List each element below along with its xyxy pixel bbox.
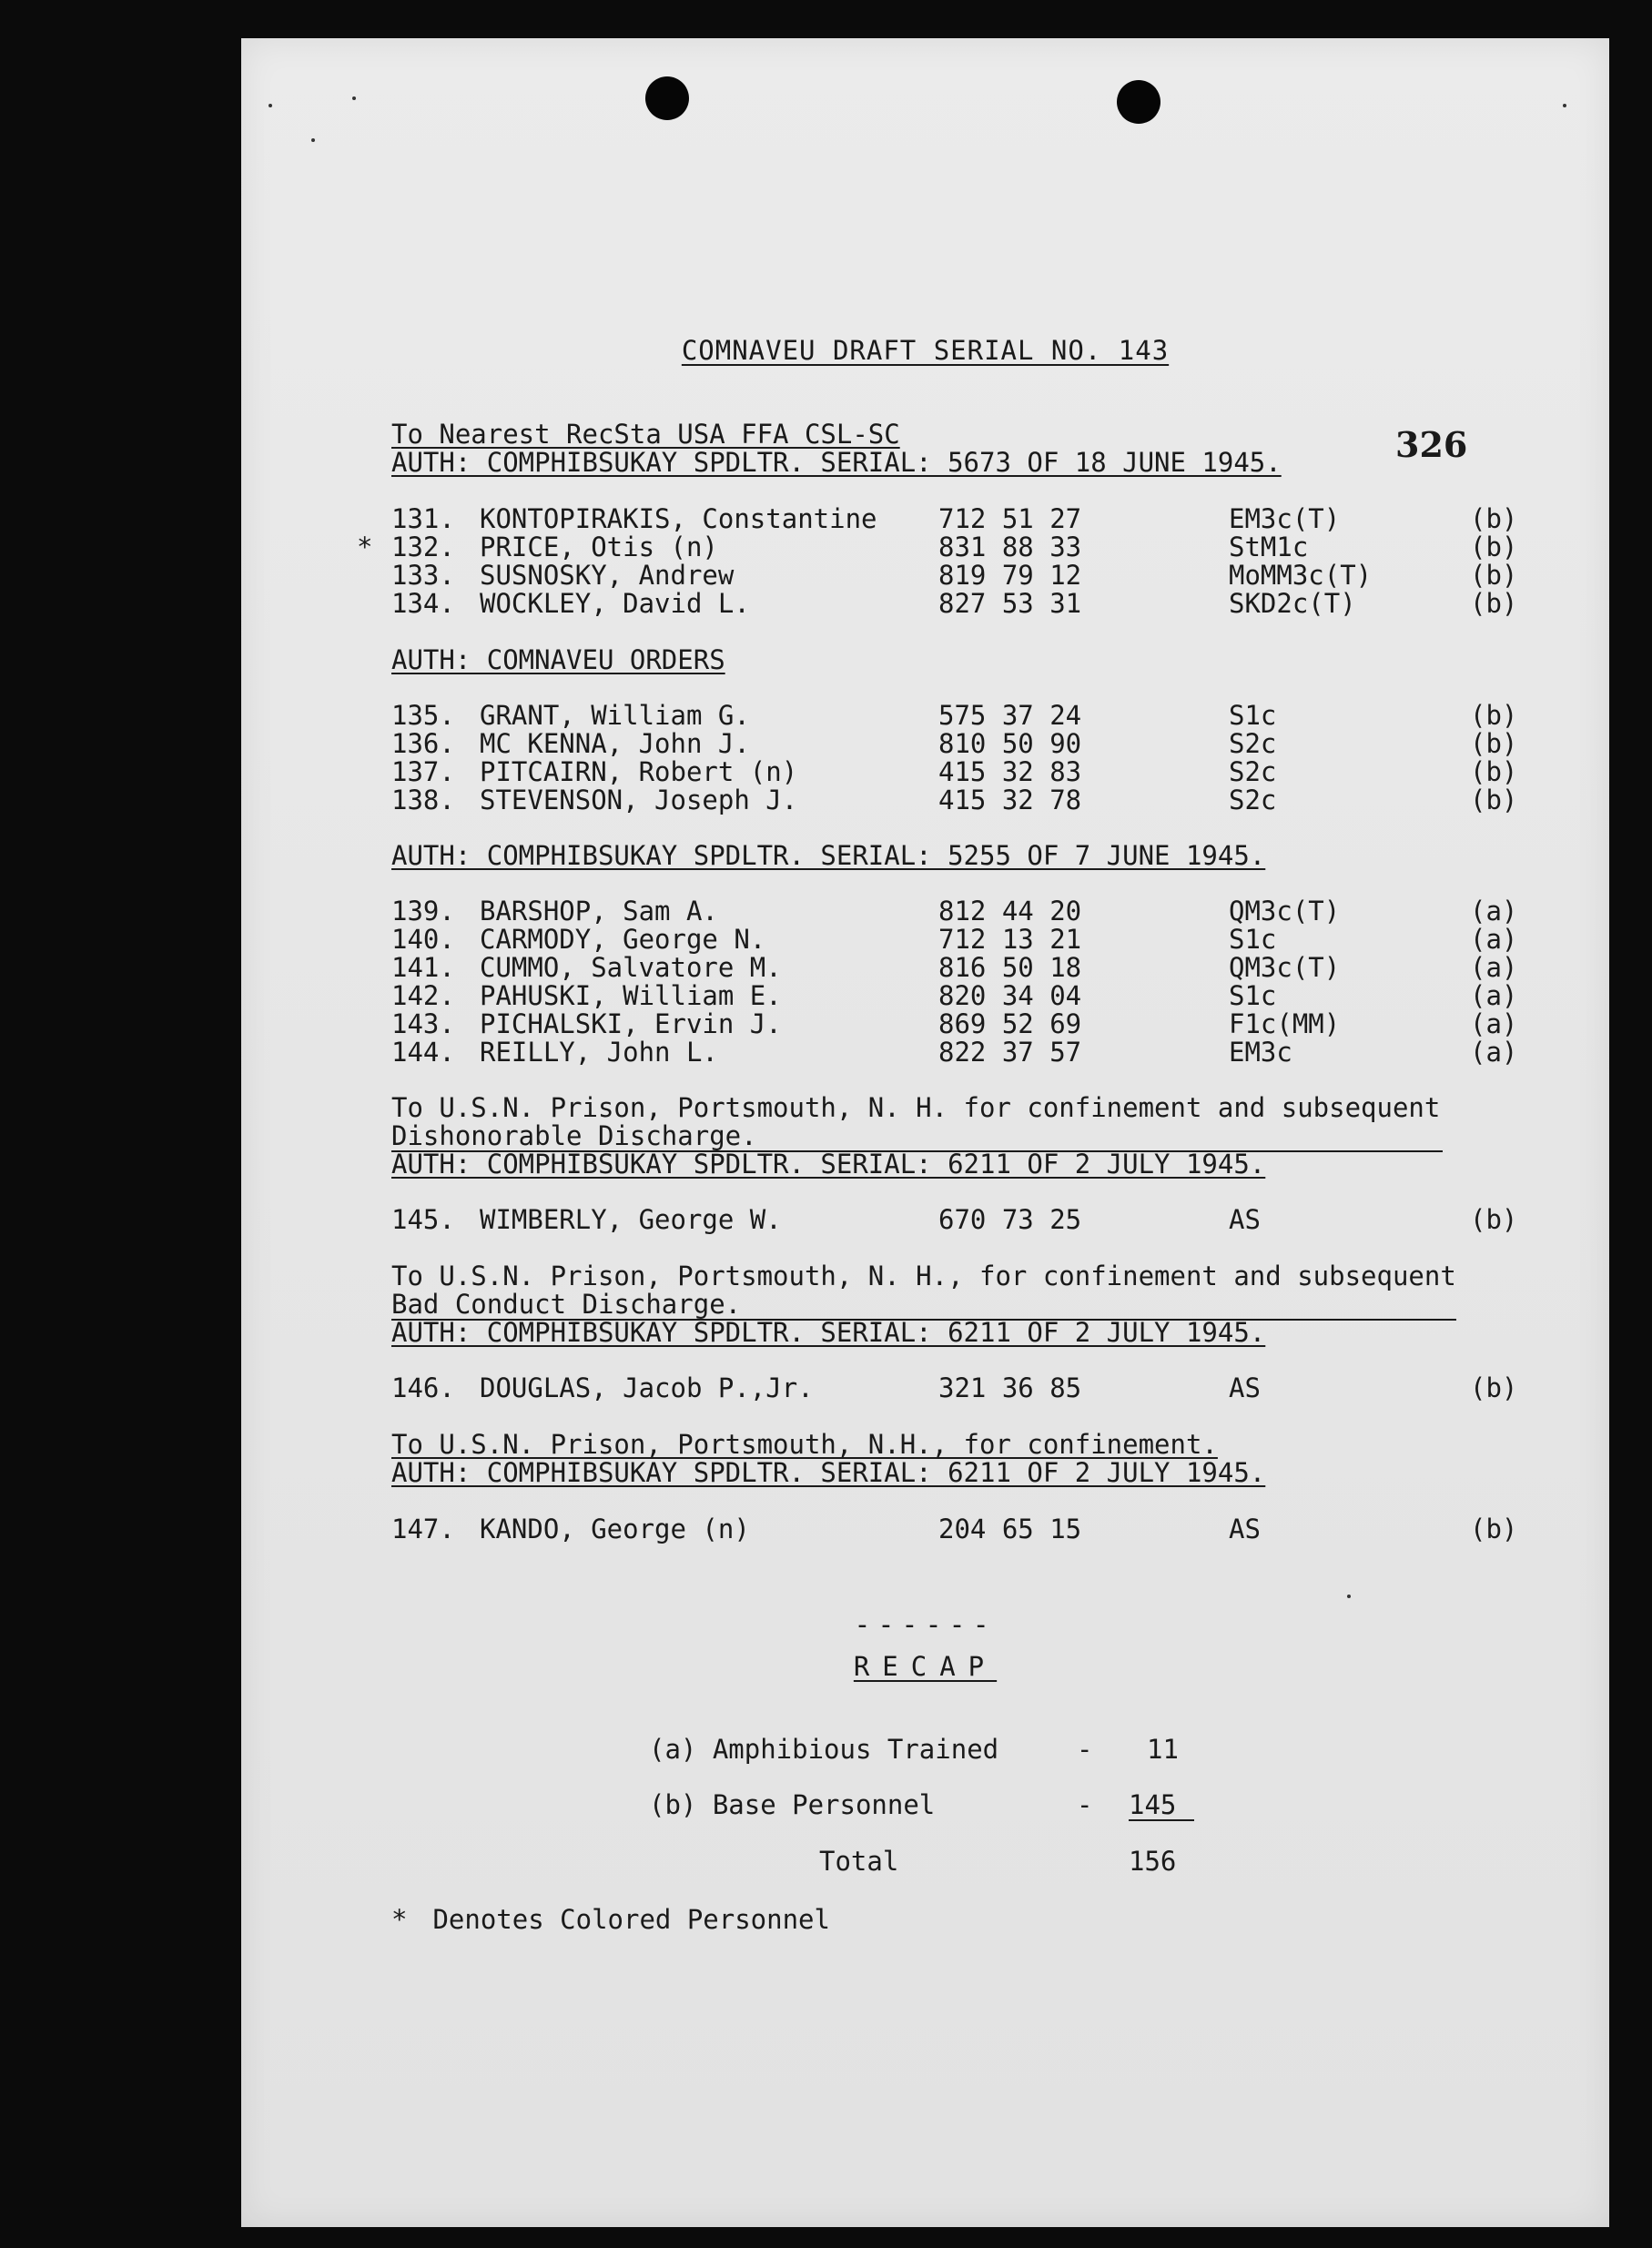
table-row — [241, 1206, 1609, 1234]
section-auth: AUTH: COMPHIBSUKAY SPDLTR. SERIAL: 6211 OF 2 JULY 1945. — [391, 1149, 1266, 1180]
recap-label: (a) Amphibious Trained — [649, 1734, 999, 1765]
table-row — [241, 702, 1609, 730]
row-rate: S1c — [1229, 700, 1277, 731]
table-row — [241, 1515, 1609, 1544]
row-service-no: 820 34 04 — [938, 980, 1082, 1011]
recap-separator: ------ — [854, 1609, 997, 1641]
speck — [269, 104, 272, 107]
row-number: 138. — [391, 785, 455, 815]
row-rate: S1c — [1229, 924, 1277, 955]
table-row — [241, 758, 1609, 786]
speck — [311, 138, 315, 142]
row-name: SUSNOSKY, Andrew — [480, 560, 735, 591]
row-marker: * — [357, 532, 373, 562]
row-name: WOCKLEY, David L. — [480, 588, 750, 619]
row-number: 142. — [391, 980, 455, 1011]
table-row — [241, 505, 1609, 533]
speck — [1563, 104, 1566, 107]
row-number: 132. — [391, 532, 455, 562]
section-destination: To U.S.N. Prison, Portsmouth, N. H., for confinement and subsequent — [391, 1261, 1456, 1291]
section-destination: Dishonorable Discharge. — [391, 1122, 1443, 1152]
row-category: (b) — [1470, 560, 1518, 591]
row-rate: S2c — [1229, 756, 1277, 787]
table-row — [241, 982, 1609, 1010]
row-name: PITCAIRN, Robert (n) — [480, 756, 798, 787]
row-number: 143. — [391, 1008, 455, 1039]
row-name: KANDO, George (n) — [480, 1514, 750, 1544]
row-category: (a) — [1470, 924, 1518, 955]
row-name: STEVENSON, Joseph J. — [480, 785, 798, 815]
row-category: (b) — [1470, 503, 1518, 534]
recap-total-row — [241, 1848, 1609, 1876]
row-number: 147. — [391, 1514, 455, 1544]
section-auth: AUTH: COMPHIBSUKAY SPDLTR. SERIAL: 5673 OF 18 JUNE 1945. — [391, 447, 1282, 478]
section-auth: AUTH: COMPHIBSUKAY SPDLTR. SERIAL: 6211 OF 2 JULY 1945. — [391, 1457, 1266, 1488]
table-row — [241, 730, 1609, 758]
row-number: 139. — [391, 896, 455, 927]
row-category: (a) — [1470, 952, 1518, 983]
row-name: PICHALSKI, Ervin J. — [480, 1008, 782, 1039]
row-category: (b) — [1470, 756, 1518, 787]
row-category: (b) — [1470, 1372, 1518, 1403]
row-name: BARSHOP, Sam A. — [480, 896, 718, 927]
footnote-marker: * — [391, 1904, 408, 1935]
row-rate: S2c — [1229, 785, 1277, 815]
row-rate: EM3c(T) — [1229, 503, 1341, 534]
footnote-text: Denotes Colored Personnel — [432, 1904, 830, 1935]
row-service-no: 415 32 78 — [938, 785, 1082, 815]
page-number: 326 — [1395, 424, 1468, 465]
document-title: COMNAVEU DRAFT SERIAL NO. 143 — [681, 335, 1170, 366]
table-row — [241, 1374, 1609, 1402]
row-service-no: 822 37 57 — [938, 1037, 1082, 1068]
row-service-no: 816 50 18 — [938, 952, 1082, 983]
row-category: (b) — [1470, 785, 1518, 815]
row-service-no: 670 73 25 — [938, 1204, 1082, 1235]
row-category: (a) — [1470, 980, 1518, 1011]
row-rate: F1c(MM) — [1229, 1008, 1341, 1039]
row-service-no: 712 51 27 — [938, 503, 1082, 534]
table-row — [241, 1010, 1609, 1038]
row-number: 131. — [391, 503, 455, 534]
row-name: REILLY, John L. — [480, 1037, 718, 1068]
row-service-no: 415 32 83 — [938, 756, 1082, 787]
row-service-no: 810 50 90 — [938, 728, 1082, 759]
row-name: DOUGLAS, Jacob P.,Jr. — [480, 1372, 814, 1403]
row-service-no: 321 36 85 — [938, 1372, 1082, 1403]
row-rate: S2c — [1229, 728, 1277, 759]
row-category: (b) — [1470, 728, 1518, 759]
speck — [1347, 1595, 1351, 1598]
row-name: PRICE, Otis (n) — [480, 532, 718, 562]
row-number: 141. — [391, 952, 455, 983]
document-page — [241, 38, 1609, 2227]
table-row — [241, 897, 1609, 926]
row-category: (b) — [1470, 1514, 1518, 1544]
row-number: 145. — [391, 1204, 455, 1235]
row-name: PAHUSKI, William E. — [480, 980, 782, 1011]
row-service-no: 204 65 15 — [938, 1514, 1082, 1544]
row-rate: AS — [1229, 1204, 1261, 1235]
section-destination: To U.S.N. Prison, Portsmouth, N. H. for confinement and subsequent — [391, 1092, 1441, 1123]
row-service-no: 869 52 69 — [938, 1008, 1082, 1039]
row-category: (a) — [1470, 896, 1518, 927]
row-name: GRANT, William G. — [480, 700, 750, 731]
table-row — [241, 926, 1609, 954]
row-number: 144. — [391, 1037, 455, 1068]
row-category: (a) — [1470, 1037, 1518, 1068]
table-row — [241, 533, 1609, 562]
table-row — [241, 590, 1609, 618]
row-category: (b) — [1470, 588, 1518, 619]
footnote — [391, 1904, 830, 1935]
row-number: 146. — [391, 1372, 455, 1403]
row-category: (b) — [1470, 532, 1518, 562]
recap-count: 11 — [1147, 1734, 1179, 1765]
row-number: 137. — [391, 756, 455, 787]
row-name: KONTOPIRAKIS, Constantine — [480, 503, 877, 534]
section-auth: AUTH: COMPHIBSUKAY SPDLTR. SERIAL: 6211 OF 2 JULY 1945. — [391, 1317, 1266, 1348]
row-rate: MoMM3c(T) — [1229, 560, 1373, 591]
row-service-no: 819 79 12 — [938, 560, 1082, 591]
row-category: (b) — [1470, 700, 1518, 731]
row-service-no: 812 44 20 — [938, 896, 1082, 927]
table-row — [241, 1038, 1609, 1067]
recap-dash: - — [1077, 1789, 1093, 1820]
recap-count: 145 — [1129, 1791, 1194, 1821]
row-service-no: 575 37 24 — [938, 700, 1082, 731]
section-destination: To Nearest RecSta USA FFA CSL-SC — [391, 419, 900, 450]
row-category: (b) — [1470, 1204, 1518, 1235]
row-number: 135. — [391, 700, 455, 731]
row-name: CARMODY, George N. — [480, 924, 766, 955]
row-category: (a) — [1470, 1008, 1518, 1039]
section-auth: AUTH: COMPHIBSUKAY SPDLTR. SERIAL: 5255 OF 7 JUNE 1945. — [391, 840, 1266, 871]
recap-total-value: 156 — [1129, 1846, 1177, 1877]
row-number: 133. — [391, 560, 455, 591]
section-auth: AUTH: COMNAVEU ORDERS — [391, 644, 725, 675]
recap-title: RECAP — [853, 1651, 998, 1682]
speck — [352, 96, 356, 100]
row-rate: QM3c(T) — [1229, 896, 1341, 927]
row-rate: AS — [1229, 1514, 1261, 1544]
row-rate: QM3c(T) — [1229, 952, 1341, 983]
recap-row — [241, 1736, 1609, 1764]
table-row — [241, 786, 1609, 815]
row-rate: SKD2c(T) — [1229, 588, 1356, 619]
row-number: 134. — [391, 588, 455, 619]
row-name: MC KENNA, John J. — [480, 728, 750, 759]
section-destination: To U.S.N. Prison, Portsmouth, N.H., for confinement. — [391, 1429, 1218, 1460]
recap-total-label: Total — [819, 1846, 899, 1877]
row-number: 136. — [391, 728, 455, 759]
punch-hole — [1117, 80, 1160, 124]
table-row — [241, 562, 1609, 590]
table-row — [241, 954, 1609, 982]
recap-label: (b) Base Personnel — [649, 1789, 936, 1820]
row-rate: AS — [1229, 1372, 1261, 1403]
row-number: 140. — [391, 924, 455, 955]
row-service-no: 712 13 21 — [938, 924, 1082, 955]
recap-row — [241, 1791, 1609, 1819]
punch-hole — [645, 76, 689, 120]
row-name: CUMMO, Salvatore M. — [480, 952, 782, 983]
row-service-no: 827 53 31 — [938, 588, 1082, 619]
section-destination: Bad Conduct Discharge. — [391, 1291, 1456, 1321]
row-rate: S1c — [1229, 980, 1277, 1011]
row-rate: StM1c — [1229, 532, 1309, 562]
row-name: WIMBERLY, George W. — [480, 1204, 782, 1235]
recap-dash: - — [1077, 1734, 1093, 1765]
row-service-no: 831 88 33 — [938, 532, 1082, 562]
row-rate: EM3c — [1229, 1037, 1292, 1068]
